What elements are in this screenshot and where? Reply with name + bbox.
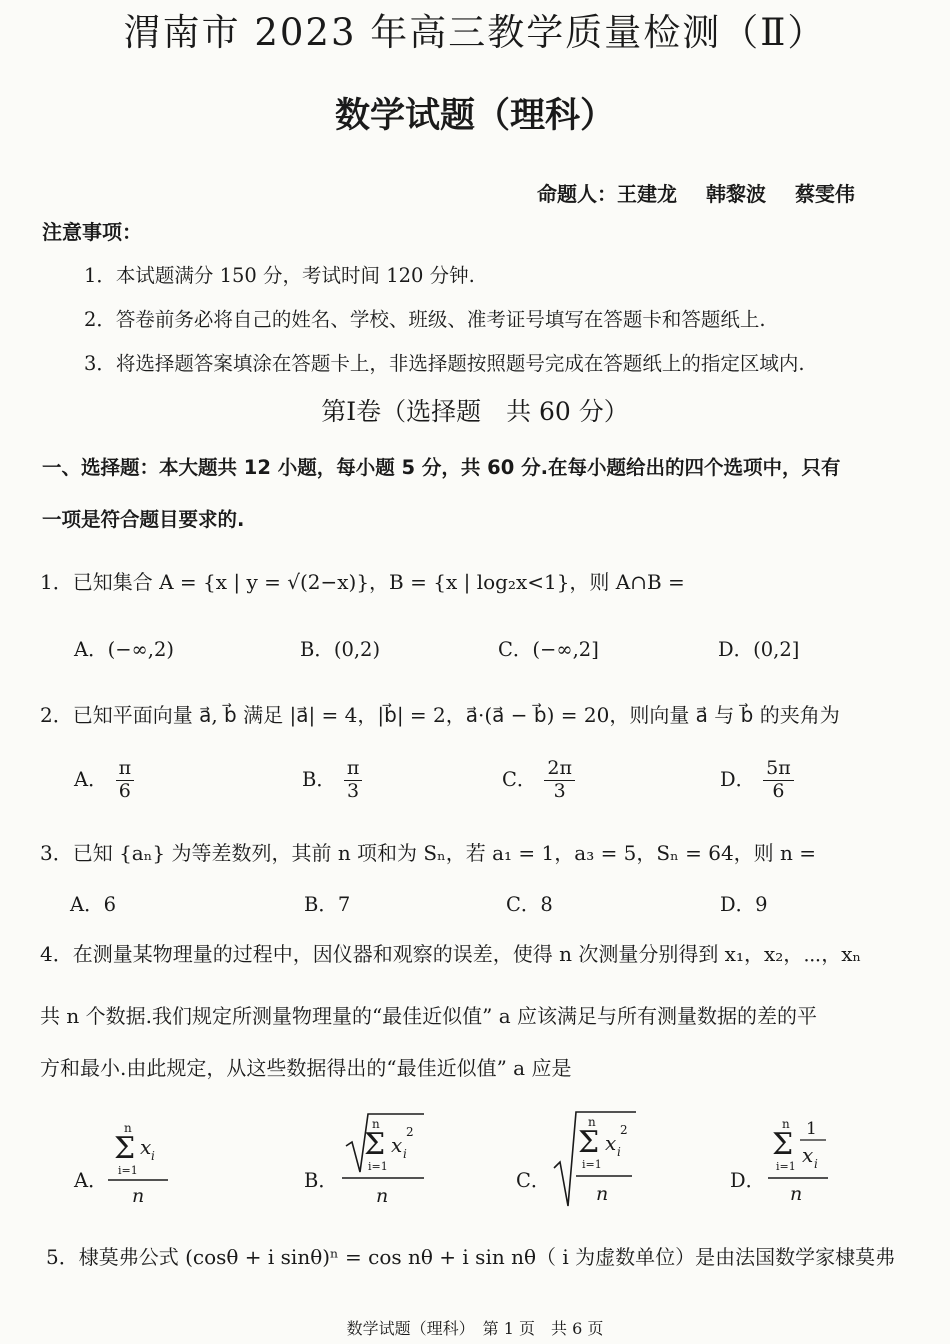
q4-option-b-label: B． bbox=[304, 1169, 338, 1192]
q2-option-d-fraction bbox=[763, 758, 794, 803]
fraction-numerator: 5π bbox=[763, 758, 794, 781]
sigma: Σ bbox=[114, 1131, 136, 1166]
q2-option-a-fraction bbox=[116, 758, 135, 803]
exam-subtitle: 数学试题（理科） bbox=[334, 96, 615, 136]
fraction-numerator: π bbox=[116, 758, 135, 781]
sigma: Σ bbox=[772, 1127, 794, 1162]
denominator-n: n bbox=[596, 1183, 609, 1205]
question-1-stem: 1．已知集合 A = {x | y = √(2−x)}，B = {x | log₂x<1}，则 A∩B = bbox=[40, 570, 685, 594]
q1-option-c: C．(−∞,2] bbox=[498, 638, 599, 661]
q3-option-b: B．7 bbox=[304, 893, 351, 916]
sum-lower: i=1 bbox=[582, 1158, 602, 1171]
exam-title: 渭南市 2023 年高三教学质量检测（Ⅱ） bbox=[123, 11, 827, 54]
numerator-one: 1 bbox=[806, 1119, 817, 1139]
q2-option-d bbox=[720, 758, 794, 803]
q2-option-a-label: A． bbox=[74, 767, 108, 791]
question-3-stem: 3．已知 {aₙ} 为等差数列，其前 n 项和为 Sₙ，若 a₁ = 1，a₃ = 5，Sₙ = 64，则 n = bbox=[40, 841, 817, 865]
q1-option-a: A．(−∞,2) bbox=[74, 638, 174, 661]
author-label: 命题人：王建龙 bbox=[537, 182, 677, 206]
q2-option-c-fraction bbox=[544, 758, 575, 803]
fraction-denominator: 6 bbox=[118, 779, 131, 802]
q1-option-d: D．(0,2] bbox=[718, 638, 800, 661]
q2-option-a bbox=[74, 758, 134, 803]
sigma: Σ bbox=[578, 1125, 600, 1160]
q4-option-b-formula bbox=[336, 1108, 428, 1210]
author-2: 韩黎波 bbox=[705, 182, 766, 206]
q2-option-b bbox=[302, 758, 362, 803]
fraction-numerator: π bbox=[344, 758, 363, 781]
sum-upper: n bbox=[588, 1115, 596, 1129]
term-x: x bbox=[605, 1131, 617, 1155]
part-instruction-line1: 一、选择题：本大题共 12 小题，每小题 5 分，共 60 分.在每小题给出的四个选项中，只有 bbox=[42, 456, 841, 479]
sigma: Σ bbox=[364, 1127, 386, 1162]
term-x: x bbox=[140, 1135, 152, 1159]
q2-option-d-label: D． bbox=[720, 767, 756, 791]
q4-option-c-formula bbox=[548, 1106, 640, 1210]
notice-heading: 注意事项： bbox=[42, 220, 142, 244]
q4-option-d-label: D． bbox=[730, 1169, 766, 1192]
fraction-denominator: 3 bbox=[553, 779, 566, 802]
question-4-line3: 方和最小.由此规定，从这些数据得出的“最佳近似值” a 应是 bbox=[40, 1056, 572, 1080]
denominator-n: n bbox=[132, 1185, 145, 1207]
question-4-line1: 4．在测量某物理量的过程中，因仪器和观察的误差，使得 n 次测量分别得到 x₁，x₂，⋯，xₙ bbox=[40, 942, 862, 966]
question-2-stem: 2．已知平面向量 a⃗, b⃗ 满足 |a⃗| = 4，|b⃗| = 2，a⃗·(a⃗ − b⃗) = 20，则向量 a⃗ 与 b⃗ 的夹角为 bbox=[40, 703, 840, 727]
fraction-numerator: 2π bbox=[544, 758, 575, 781]
denominator-n: n bbox=[790, 1183, 803, 1205]
section-title: 第Ⅰ卷（选择题 共 60 分） bbox=[321, 397, 629, 426]
q2-option-c bbox=[502, 758, 575, 803]
authors bbox=[537, 178, 877, 207]
author-3: 蔡雯伟 bbox=[794, 182, 855, 206]
term-i: i bbox=[403, 1147, 407, 1161]
notice-item-1: 1．本试题满分 150 分，考试时间 120 分钟. bbox=[84, 264, 475, 287]
denominator-n: n bbox=[376, 1185, 389, 1207]
sum-upper: n bbox=[782, 1117, 790, 1131]
term-x: x bbox=[802, 1143, 814, 1167]
q4-option-a-label: A． bbox=[74, 1169, 108, 1192]
sum-upper: n bbox=[372, 1117, 380, 1131]
sum-lower: i=1 bbox=[776, 1160, 796, 1173]
fraction-denominator: 3 bbox=[347, 779, 360, 802]
page-footer: 数学试题（理科） 第 1 页 共 6 页 bbox=[346, 1319, 604, 1338]
power-2: 2 bbox=[406, 1125, 414, 1139]
question-5-stem: 5．棣莫弗公式 (cosθ + i sinθ)ⁿ = cos nθ + i sin nθ（ i 为虚数单位）是由法国数学家棣莫弗 bbox=[46, 1245, 896, 1269]
notice-item-3: 3．将选择题答案填涂在答题卡上，非选择题按照题号完成在答题纸上的指定区域内. bbox=[84, 352, 805, 375]
q3-option-a: A．6 bbox=[70, 893, 116, 916]
question-4-line2: 共 n 个数据.我们规定所测量物理量的“最佳近似值” a 应该满足与所有测量数据的差的平 bbox=[40, 1004, 818, 1028]
sum-lower: i=1 bbox=[118, 1164, 138, 1177]
q4-option-c-label: C． bbox=[516, 1169, 551, 1192]
q4-option-d-formula bbox=[764, 1114, 836, 1210]
sum-upper: n bbox=[124, 1121, 132, 1135]
notice-item-2: 2．答卷前务必将自己的姓名、学校、班级、准考证号填写在答题卡和答题纸上. bbox=[84, 308, 766, 331]
q3-option-d: D．9 bbox=[720, 893, 768, 916]
q3-option-c: C．8 bbox=[506, 893, 553, 916]
term-i: i bbox=[617, 1145, 621, 1159]
power-2: 2 bbox=[620, 1123, 628, 1137]
part-instruction-line2: 一项是符合题目要求的. bbox=[42, 508, 245, 531]
term-x: x bbox=[391, 1133, 403, 1157]
fraction-denominator: 6 bbox=[772, 779, 785, 802]
term-i: i bbox=[151, 1149, 155, 1163]
q2-option-b-fraction bbox=[344, 758, 363, 803]
q4-option-a-formula bbox=[104, 1118, 176, 1210]
q1-option-b: B．(0,2) bbox=[300, 638, 381, 661]
sum-lower: i=1 bbox=[368, 1160, 388, 1173]
q2-option-b-label: B． bbox=[302, 767, 336, 791]
q2-option-c-label: C． bbox=[502, 767, 537, 791]
term-i: i bbox=[814, 1157, 818, 1171]
